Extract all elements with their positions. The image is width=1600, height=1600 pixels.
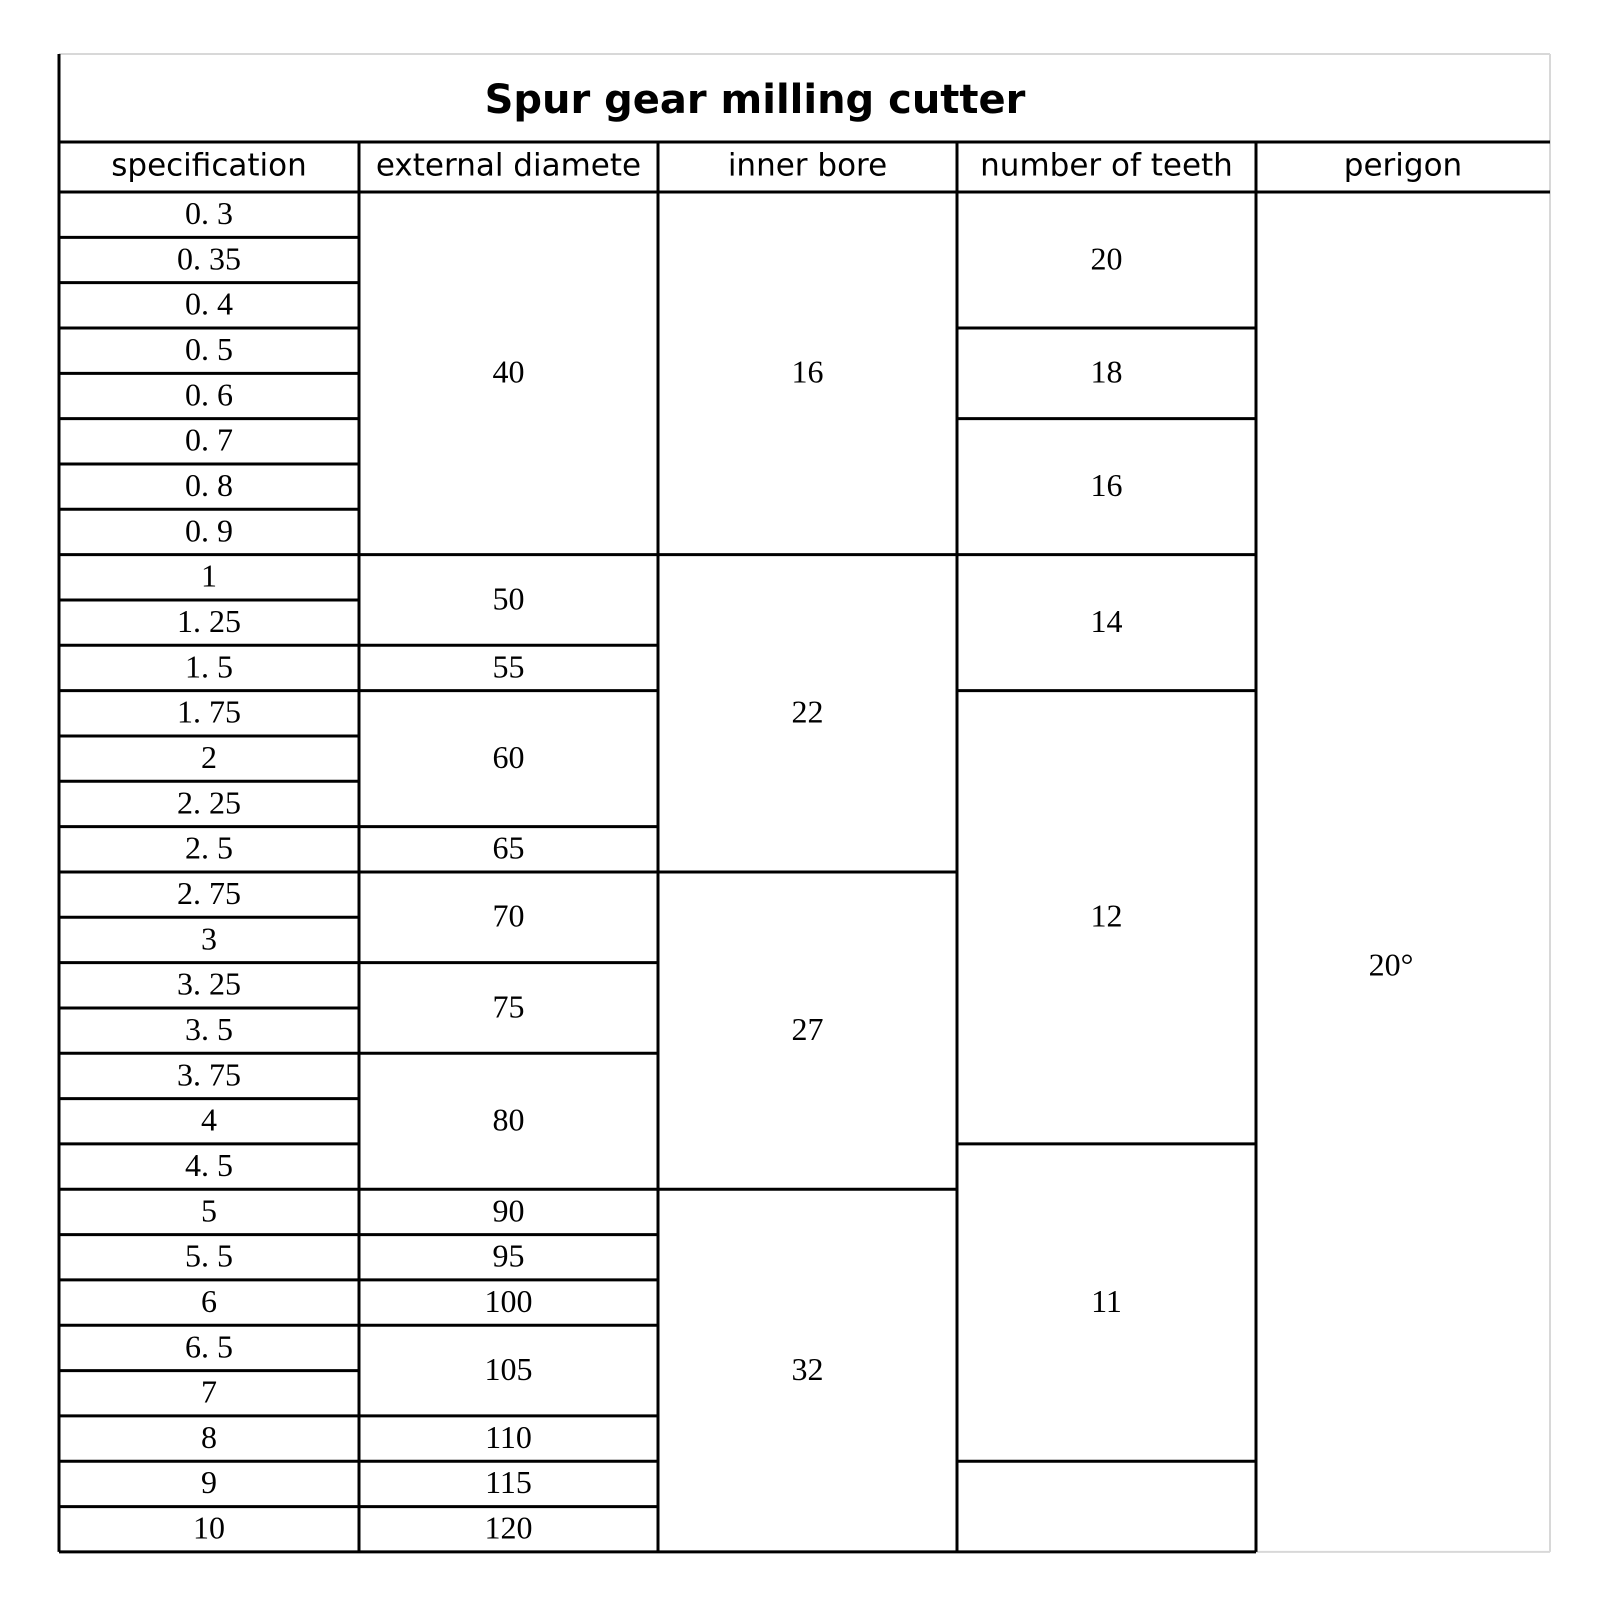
column-header: inner bore [727,147,888,184]
spec-cell: 1. 75 [177,693,241,730]
inner-bore-cell: 32 [791,1350,824,1387]
spec-cell: 8 [201,1418,217,1455]
spec-cell: 6 [201,1282,217,1319]
spec-cell: 9 [201,1464,217,1501]
spec-cell: 4 [201,1101,217,1138]
external-diameter-cell: 65 [492,829,525,866]
spec-cell: 2. 25 [177,784,241,821]
teeth-count-cell: 20 [1090,240,1123,277]
table-title: Spur gear milling cutter [484,77,1026,123]
spec-cell: 4. 5 [185,1146,233,1183]
spec-cell: 2 [201,738,217,775]
spec-cell: 0. 5 [185,330,233,367]
column-header: specification [111,147,307,184]
external-diameter-cell: 70 [492,897,525,934]
spec-cell: 5. 5 [185,1237,233,1274]
external-diameter-cell: 110 [485,1418,532,1455]
spec-cell: 2. 5 [185,829,233,866]
external-diameter-cell: 90 [492,1192,525,1229]
spec-cell: 0. 7 [185,421,233,458]
inner-bore-cell: 22 [791,693,824,730]
external-diameter-cell: 80 [492,1101,525,1138]
spec-cell: 0. 6 [185,376,233,413]
spec-cell: 1 [201,557,217,594]
teeth-count-cell: 14 [1090,602,1123,639]
external-diameter-cell: 60 [492,738,525,775]
spec-cell: 10 [193,1509,225,1546]
external-diameter-cell: 115 [485,1464,532,1501]
spec-cell: 0. 9 [185,512,233,549]
external-diameter-cell: 75 [492,988,525,1025]
column-header: number of teeth [980,147,1233,184]
teeth-count-cell: 16 [1090,466,1123,503]
perigon-cell: 20° [1368,946,1414,983]
external-diameter-cell: 105 [484,1350,533,1387]
spec-cell: 0. 35 [177,240,241,277]
column-header: external diamete [375,147,642,184]
teeth-count-cell: 12 [1090,897,1123,934]
inner-bore-cell: 27 [791,1010,824,1047]
teeth-count-cell: 11 [1091,1282,1122,1319]
external-diameter-cell: 55 [492,648,525,685]
spec-cell: 7 [201,1373,217,1410]
spec-cell: 1. 25 [177,602,241,639]
spec-cell: 0. 4 [185,285,233,322]
external-diameter-cell: 120 [484,1509,533,1546]
spec-cell: 1. 5 [185,648,233,685]
external-diameter-cell: 40 [492,353,525,390]
spec-cell: 0. 3 [185,195,233,232]
external-diameter-cell: 100 [484,1282,533,1319]
spec-cell: 3. 25 [177,965,241,1002]
spec-cell: 0. 8 [185,466,233,503]
spec-cell: 3. 5 [185,1010,233,1047]
spec-cell: 6. 5 [185,1328,233,1365]
spec-cell: 3 [201,920,217,957]
spec-cell: 2. 75 [177,874,241,911]
spec-cell: 5 [201,1192,217,1229]
external-diameter-cell: 50 [492,580,525,617]
external-diameter-cell: 95 [492,1237,525,1274]
teeth-count-cell: 18 [1090,353,1123,390]
column-header: perigon [1343,147,1463,184]
inner-bore-cell: 16 [791,353,824,390]
spec-cell: 3. 75 [177,1056,241,1093]
